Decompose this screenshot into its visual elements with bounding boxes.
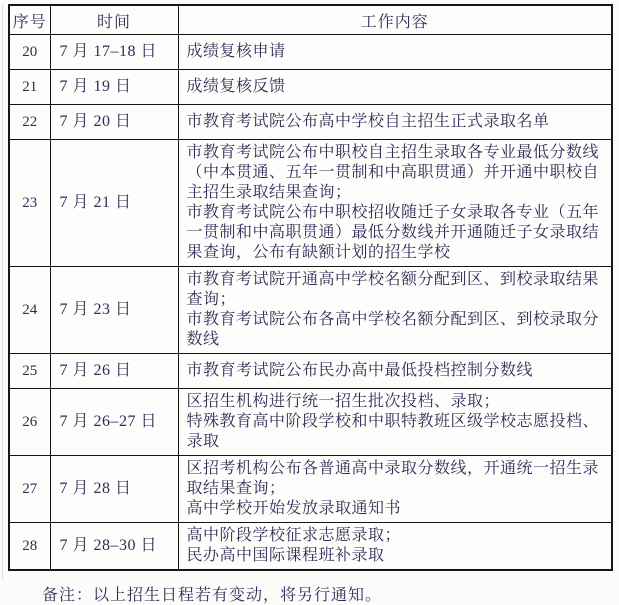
content-line: 成绩复核反馈 <box>186 78 286 95</box>
header-time: 时间 <box>50 5 178 35</box>
row-content-cell <box>178 354 612 389</box>
row-time-cell: 7 月 17–18 日 <box>50 35 178 70</box>
row-time-cell: 7 月 19 日 <box>50 70 178 105</box>
table-row <box>9 523 612 571</box>
table-row <box>9 267 612 354</box>
table-row <box>9 389 612 456</box>
table-header <box>9 5 612 35</box>
row-number-cell: 22 <box>9 105 50 140</box>
header-serial-number: 序号 <box>9 5 50 35</box>
row-content-cell <box>178 523 612 571</box>
content-line: 成绩复核申请 <box>186 43 286 60</box>
row-time-cell: 7 月 26 日 <box>50 354 178 389</box>
row-number-cell: 26 <box>9 389 50 456</box>
content-line: 市教育考试院公布中职校招收随迁子女录取各专业（五年一贯制和中高职贯通）最低分数线并开通随迁子女录取结果查询，公布有缺额计划的招生学校 <box>186 204 600 261</box>
row-number-cell: 24 <box>9 267 50 354</box>
row-content-cell <box>178 35 612 70</box>
content-line: 高中阶段学校征求志愿录取； <box>186 527 402 544</box>
schedule-table-body <box>9 35 612 571</box>
row-time-cell: 7 月 28–30 日 <box>50 523 178 571</box>
content-line: 区招考机构公布各普通高中录取分数线，开通统一招生录取结果查询； <box>186 460 600 497</box>
table-row <box>9 354 612 389</box>
content-line: 市教育考试院公布中职校自主招生录取各专业最低分数线（中本贯通、五年一贯制和中高职贯通）并开通中职校自主招生录取结果查询； <box>186 144 600 201</box>
scan-artifact-line <box>2 4 3 580</box>
row-content-cell <box>178 140 612 267</box>
table-row <box>9 70 612 105</box>
row-number-cell: 27 <box>9 456 50 523</box>
table-row <box>9 105 612 140</box>
row-number-cell: 28 <box>9 523 50 571</box>
row-time-cell: 7 月 26–27 日 <box>50 389 178 456</box>
row-number-cell: 25 <box>9 354 50 389</box>
content-line: 市教育考试院公布高中学校自主招生正式录取名单 <box>186 113 550 130</box>
header-row <box>9 5 612 35</box>
row-content-cell <box>178 70 612 105</box>
footnote: 备注：以上招生日程若有变动，将另行通知。 <box>42 587 383 604</box>
content-line: 市教育考试院公布各高中学校名额分配到区、到校录取分数线 <box>186 311 600 348</box>
content-line: 市教育考试院开通高中学校名额分配到区、到校录取结果查询； <box>186 271 600 308</box>
row-content-cell <box>178 267 612 354</box>
content-line: 民办高中国际课程班补录取 <box>186 547 385 564</box>
content-line: 市教育考试院公布民办高中最低投档控制分数线 <box>186 362 534 379</box>
row-time-cell: 7 月 23 日 <box>50 267 178 354</box>
table-row <box>9 456 612 523</box>
row-content-cell <box>178 389 612 456</box>
content-line: 特殊教育高中阶段学校和中职特教班区级学校志愿投档、录取 <box>186 413 600 450</box>
row-number-cell: 20 <box>9 35 50 70</box>
row-time-cell: 7 月 21 日 <box>50 140 178 267</box>
content-line: 区招生机构进行统一招生批次投档、录取； <box>186 393 501 410</box>
row-content-cell <box>178 456 612 523</box>
header-work-content: 工作内容 <box>178 5 612 35</box>
table-row <box>9 140 612 267</box>
content-line: 高中学校开始发放录取通知书 <box>186 500 402 517</box>
admission-schedule-table <box>8 4 613 571</box>
row-number-cell: 21 <box>9 70 50 105</box>
row-time-cell: 7 月 20 日 <box>50 105 178 140</box>
table-row <box>9 35 612 70</box>
row-number-cell: 23 <box>9 140 50 267</box>
row-time-cell: 7 月 28 日 <box>50 456 178 523</box>
row-content-cell <box>178 105 612 140</box>
